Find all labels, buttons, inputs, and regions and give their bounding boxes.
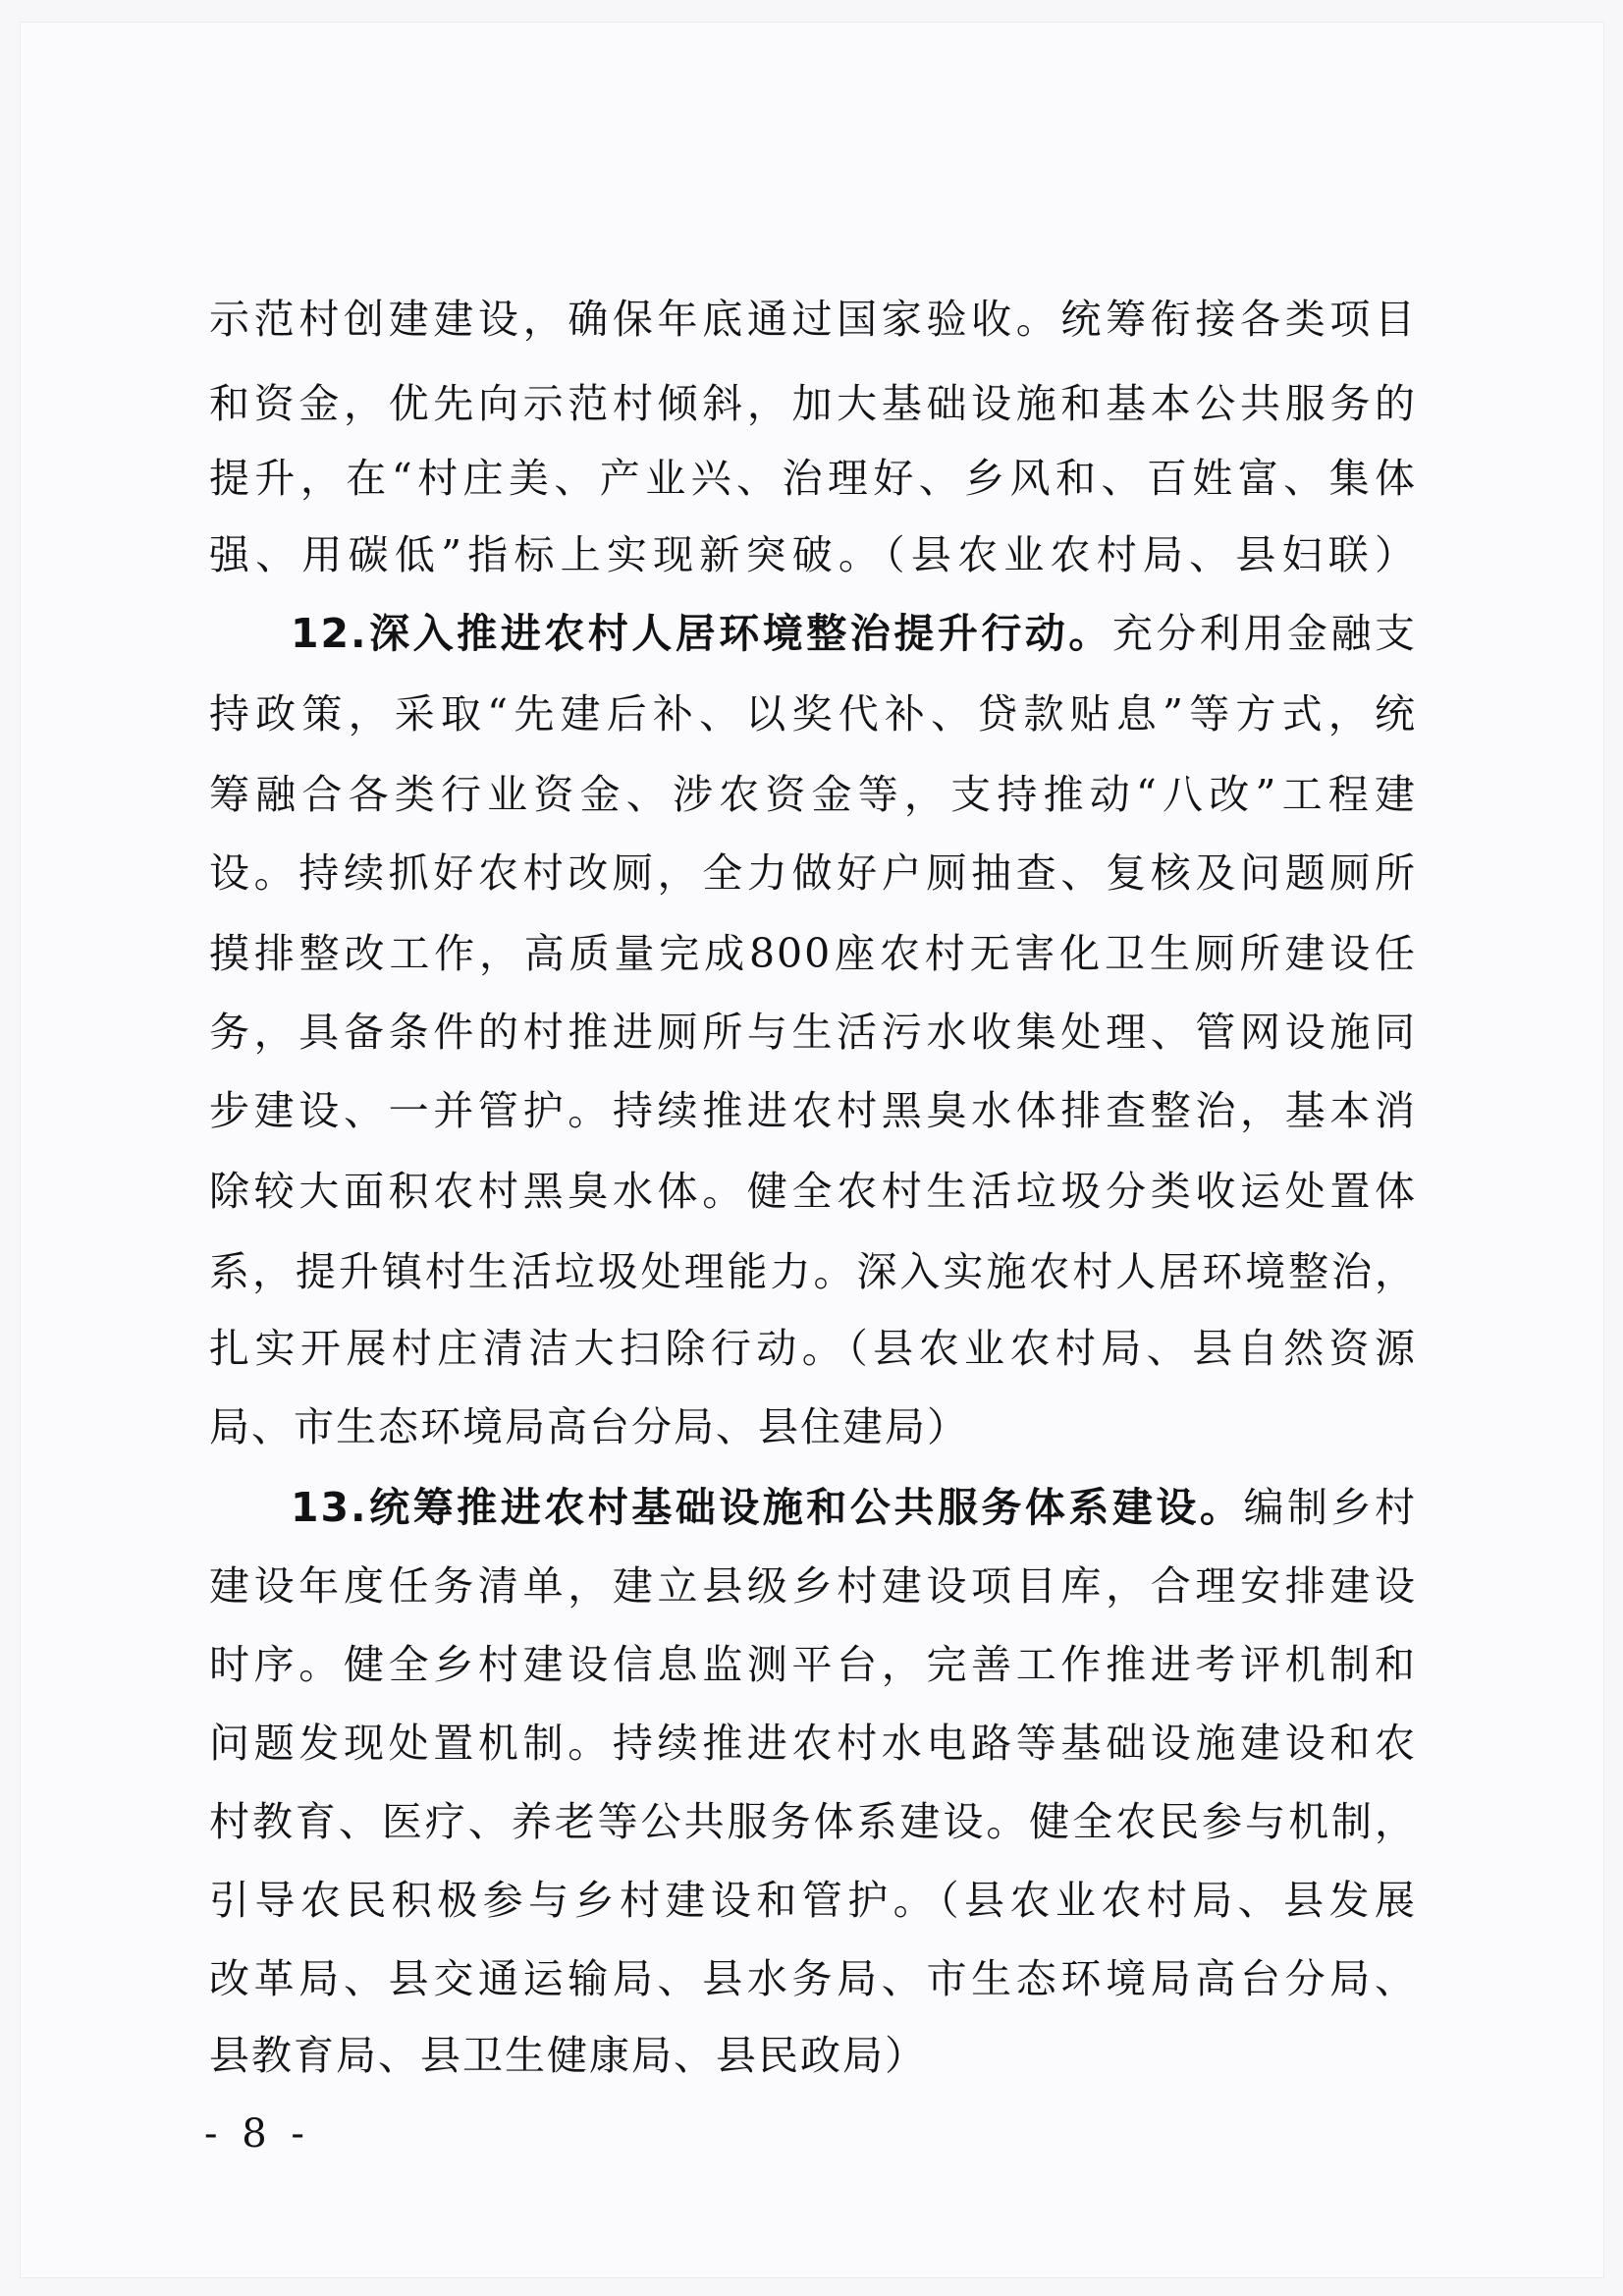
section-13-first-line	[291, 1465, 1417, 1550]
paragraph-line: 局、市生态环境局高台分局、县住建局）	[209, 1403, 969, 1450]
paragraph-line: 持政策，采取“先建后补、以奖代补、贷款贴息”等方式，统	[209, 690, 1417, 738]
paragraph-line: 充分利用金融支	[1111, 610, 1417, 657]
paragraph-line: 步建设、一并管护。持续推进农村黑臭水体排查整治，基本消	[209, 1087, 1417, 1134]
paragraph-line: 筹融合各类行业资金、涉农资金等，支持推动“八改”工程建	[209, 771, 1417, 818]
paragraph-line: 编制乡村	[1243, 1484, 1417, 1531]
paragraph-line: 设。持续抓好农村改厕，全力做好户厕抽查、复核及问题厕所	[209, 849, 1417, 897]
paragraph-line: 建设年度任务清单，建立县级乡村建设项目库，合理安排建设	[209, 1562, 1417, 1610]
section-13-heading: 13.统筹推进农村基础设施和公共服务体系建设。	[291, 1484, 1244, 1531]
paragraph-line: 系，提升镇村生活垃圾处理能力。深入实施农村人居环境整治，	[209, 1248, 1417, 1295]
paragraph-line: 提升，在“村庄美、产业兴、治理好、乡风和、百姓富、集体	[209, 455, 1417, 502]
paragraph-line: 和资金，优先向示范村倾斜，加大基础设施和基本公共服务的	[209, 380, 1417, 427]
paragraph-line: 县教育局、县卫生健康局、县民政局）	[209, 2032, 927, 2079]
paragraph-line: 强、用碳低”指标上实现新突破。（县农业农村局、县妇联）	[209, 531, 1417, 578]
paragraph-line: 摸排整改工作，高质量完成800座农村无害化卫生厕所建设任	[209, 930, 1417, 977]
paragraph-line: 扎实开展村庄清洁大扫除行动。（县农业农村局、县自然资源	[209, 1325, 1417, 1372]
page-number: - 8 -	[204, 2111, 310, 2157]
section-12-first-line	[291, 591, 1417, 676]
paragraph-line: 时序。健全乡村建设信息监测平台，完善工作推进考评机制和	[209, 1641, 1417, 1688]
paragraph-line: 除较大面积农村黑臭水体。健全农村生活垃圾分类收运处置体	[209, 1168, 1417, 1215]
paragraph-line: 问题发现处置机制。持续推进农村水电路等基础设施建设和农	[209, 1720, 1417, 1767]
paragraph-line: 引导农民积极参与乡村建设和管护。（县农业农村局、县发展	[209, 1877, 1417, 1924]
paragraph-line: 示范村创建建设，确保年底通过国家验收。统筹衔接各类项目	[209, 296, 1417, 343]
section-12-heading: 12.深入推进农村人居环境整治提升行动。	[291, 610, 1112, 657]
paragraph-line: 村教育、医疗、养老等公共服务体系建设。健全农民参与机制，	[209, 1798, 1417, 1845]
paragraph-line: 务，具备条件的村推进厕所与生活污水收集处理、管网设施同	[209, 1009, 1417, 1056]
paragraph-line: 改革局、县交通运输局、县水务局、市生态环境局高台分局、	[209, 1955, 1417, 2002]
